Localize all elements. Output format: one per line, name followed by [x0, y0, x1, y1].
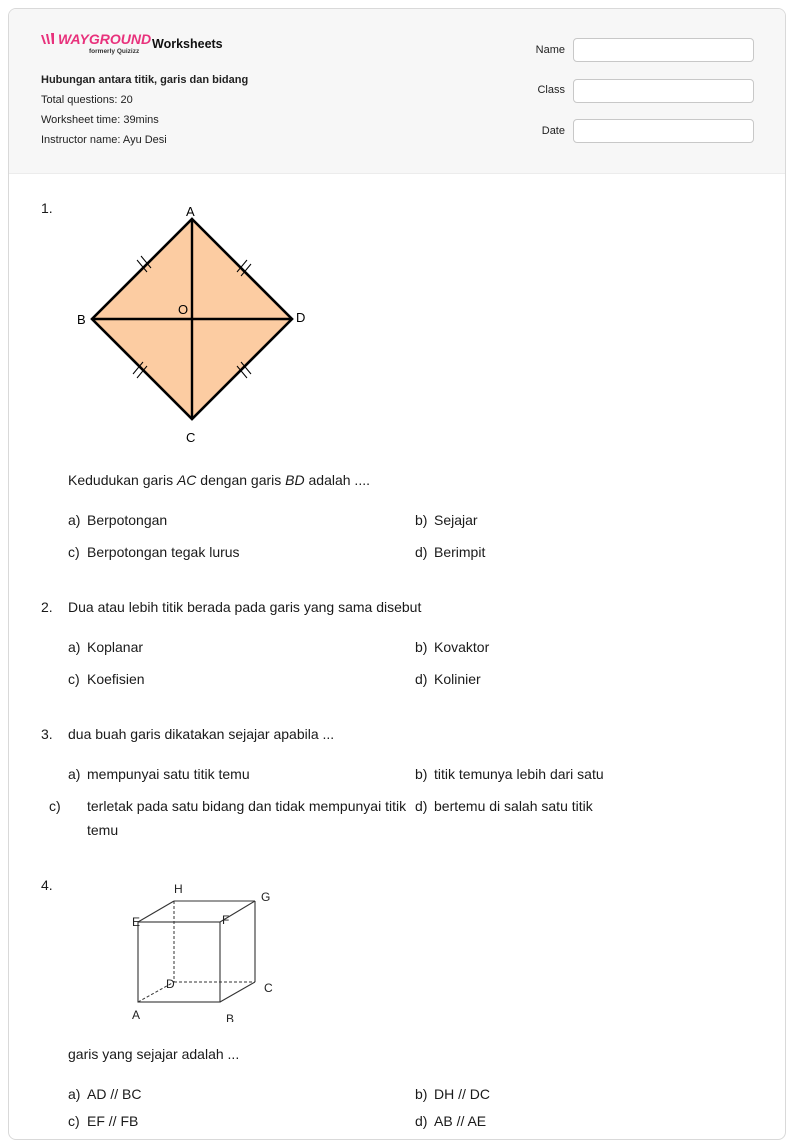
question-1-text-mid: dengan garis — [196, 472, 286, 488]
option-text: bertemu di salah satu titik — [434, 798, 593, 814]
date-field[interactable] — [573, 119, 754, 143]
question-2-text: Dua atau lebih titik berada pada garis yang sama disebut — [68, 599, 422, 615]
option-letter: a) — [68, 512, 81, 528]
class-field[interactable] — [573, 79, 754, 103]
wayground-logo — [40, 31, 152, 59]
option-text: Berimpit — [434, 544, 486, 560]
option-letter: a) — [68, 639, 81, 655]
question-1-text-post: adalah .... — [304, 472, 370, 488]
question-1-option-b[interactable] — [415, 508, 745, 532]
option-text: AD // BC — [87, 1086, 142, 1102]
option-letter: d) — [415, 671, 428, 687]
option-text: Koefisien — [87, 671, 145, 687]
question-3-number: 3. — [41, 726, 53, 742]
option-letter: c) — [49, 798, 61, 814]
option-text: DH // DC — [434, 1086, 490, 1102]
question-4-number: 4. — [41, 877, 53, 893]
option-letter: b) — [415, 639, 428, 655]
question-4-option-d[interactable] — [415, 1109, 745, 1133]
name-field[interactable] — [573, 38, 754, 62]
worksheet-title: Hubungan antara titik, garis dan bidang — [41, 74, 249, 86]
option-text: AB // AE — [434, 1113, 487, 1129]
question-2-option-d[interactable] — [415, 667, 745, 691]
label-a: A — [132, 1008, 141, 1022]
question-3-option-a[interactable] — [68, 762, 398, 786]
question-2-option-c[interactable] — [68, 667, 398, 691]
label-a: A — [186, 204, 195, 219]
cube-hidden-edges — [138, 901, 255, 1002]
question-1-option-c[interactable] — [68, 540, 398, 564]
label-o: O — [178, 302, 189, 317]
option-letter: c) — [68, 544, 80, 560]
label-b: B — [226, 1012, 235, 1022]
question-2-number: 2. — [41, 599, 53, 615]
question-1-option-a[interactable] — [68, 508, 398, 532]
brand-title: Worksheets — [152, 37, 223, 51]
worksheet-time: Worksheet time: 39mins — [41, 114, 159, 126]
question-1-rhombus-figure — [71, 199, 321, 449]
question-1-line-ac: AC — [176, 472, 197, 488]
instructor-name: Instructor name: Ayu Desi — [41, 134, 167, 146]
cube-edges — [138, 901, 255, 1002]
question-4-option-a[interactable] — [68, 1082, 398, 1106]
total-questions: Total questions: 20 — [41, 94, 133, 106]
option-text: mempunyai satu titik temu — [87, 766, 250, 782]
option-text: Berpotongan — [87, 512, 168, 528]
worksheet-page — [8, 8, 786, 1140]
date-label: Date — [541, 125, 565, 137]
option-letter: d) — [415, 1113, 428, 1129]
option-text: Kovaktor — [434, 639, 490, 655]
label-d: D — [296, 310, 306, 325]
option-letter: a) — [68, 766, 81, 782]
question-3-option-c[interactable] — [49, 794, 407, 842]
option-text: Berpotongan tegak lurus — [87, 544, 240, 560]
label-e: E — [132, 915, 141, 929]
option-letter: b) — [415, 1086, 428, 1102]
question-3-option-b[interactable] — [415, 762, 745, 786]
question-3-text: dua buah garis dikatakan sejajar apabila ... — [68, 726, 335, 742]
name-label: Name — [535, 44, 565, 56]
question-2-option-b[interactable] — [415, 635, 745, 659]
question-3-option-d[interactable] — [415, 794, 745, 818]
label-g: G — [261, 890, 271, 904]
label-c: C — [186, 430, 196, 445]
label-f: F — [222, 913, 230, 927]
logo-mark-icon — [40, 33, 58, 45]
label-h: H — [174, 882, 183, 896]
option-letter: b) — [415, 512, 428, 528]
option-text: terletak pada satu bidang dan tidak mempunyai titik temu — [87, 798, 407, 838]
question-1-number: 1. — [41, 200, 53, 216]
option-text: Sejajar — [434, 512, 478, 528]
class-label: Class — [537, 84, 565, 96]
label-c: C — [264, 981, 273, 995]
question-1-line-bd: BD — [285, 472, 305, 488]
question-1-text — [68, 472, 370, 488]
question-4-text: garis yang sejajar adalah ... — [68, 1046, 240, 1062]
option-letter: a) — [68, 1086, 81, 1102]
option-text: Kolinier — [434, 671, 481, 687]
logo-subtext: formerly Quizizz — [89, 48, 140, 55]
option-letter: d) — [415, 544, 428, 560]
option-text: titik temunya lebih dari satu — [434, 766, 604, 782]
question-1-text-pre: Kedudukan garis — [68, 472, 177, 488]
logo-wordmark: WAYGROUND — [58, 31, 152, 47]
option-text: Koplanar — [87, 639, 144, 655]
question-1-option-d[interactable] — [415, 540, 745, 564]
option-letter: c) — [68, 1113, 80, 1129]
question-4-option-c[interactable] — [68, 1109, 398, 1133]
option-letter: c) — [68, 671, 80, 687]
question-4-option-b[interactable] — [415, 1082, 745, 1106]
question-2-option-a[interactable] — [68, 635, 398, 659]
label-b: B — [77, 312, 86, 327]
label-d: D — [166, 977, 175, 991]
option-text: EF // FB — [87, 1113, 139, 1129]
option-letter: b) — [415, 766, 428, 782]
option-letter: d) — [415, 798, 428, 814]
worksheet-header — [9, 9, 785, 174]
question-4-cube-figure — [117, 877, 277, 1022]
